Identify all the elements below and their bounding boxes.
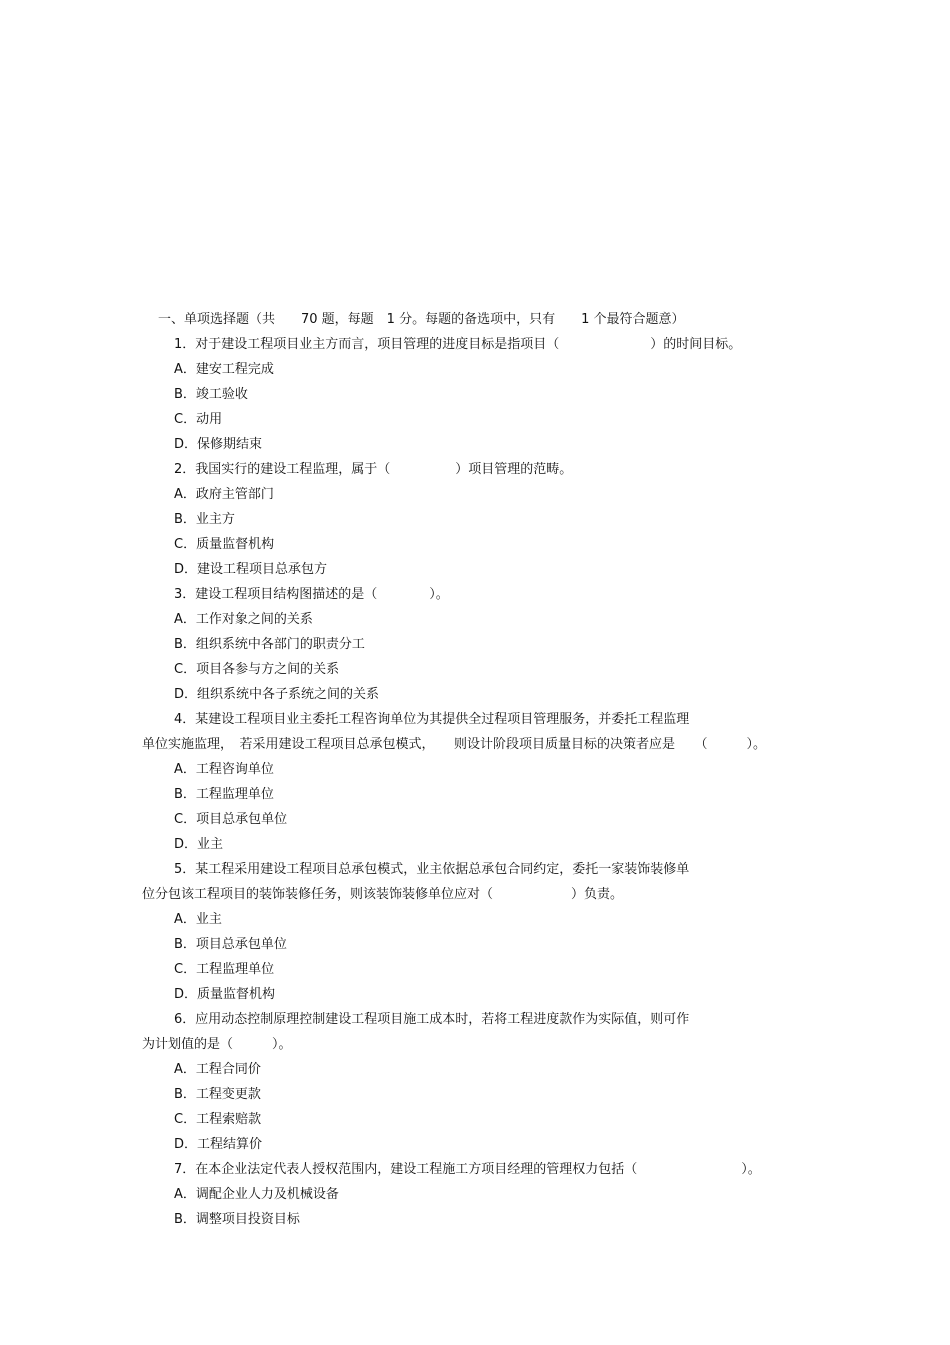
question-6-option-b: B．工程变更款 [174,1087,261,1102]
question-3-stem: 3．建设工程项目结构图描述的是（ ）。 [174,587,449,602]
question-6-option-c: C．工程索赔款 [174,1112,262,1127]
question-4-option-d: D．业主 [174,837,224,852]
question-3-option-c: C．项目各参与方之间的关系 [174,662,340,677]
question-3-option-a: A．工作对象之间的关系 [174,612,313,627]
question-7-option-a: A．调配企业人力及机械设备 [174,1187,339,1202]
question-3-option-d: D．组织系统中各子系统之间的关系 [174,687,380,702]
question-5-option-d: D．质量监督机构 [174,987,276,1002]
question-2-option-c: C．质量监督机构 [174,537,275,552]
question-7-option-b: B．调整项目投资目标 [174,1212,300,1227]
question-6-stem-line-1: 6．应用动态控制原理控制建设工程项目施工成本时，若将工程进度款作为实际值，则可作 [174,1012,690,1027]
question-5-stem-line-1: 5．某工程采用建设工程项目总承包模式，业主依据总承包合同约定，委托一家装饰装修单 [174,862,690,877]
question-2-option-a: A．政府主管部门 [174,487,274,502]
question-4-option-a: A．工程咨询单位 [174,762,274,777]
question-7-stem: 7．在本企业法定代表人授权范围内，建设工程施工方项目经理的管理权力包括（ ）。 [174,1162,761,1177]
question-2-stem: 2．我国实行的建设工程监理，属于（ ）项目管理的范畴。 [174,462,573,477]
question-5-option-a: A．业主 [174,912,222,927]
question-2-option-d: D．建设工程项目总承包方 [174,562,328,577]
question-3-option-b: B．组织系统中各部门的职责分工 [174,637,365,652]
question-1-option-d: D．保修期结束 [174,437,263,452]
section-heading: 一、单项选择题（共 70 题，每题 1 分。每题的备选项中，只有 1 个最符合题意） [158,312,685,327]
question-4-option-c: C．项目总承包单位 [174,812,288,827]
question-6-option-d: D．工程结算价 [174,1137,263,1152]
question-1-stem: 1．对于建设工程项目业主方而言，项目管理的进度目标是指项目（ ）的时间目标。 [174,337,742,352]
question-6-option-a: A．工程合同价 [174,1062,261,1077]
question-5-option-c: C．工程监理单位 [174,962,275,977]
question-4-stem-line-1: 4．某建设工程项目业主委托工程咨询单位为其提供全过程项目管理服务，并委托工程监理 [174,712,690,727]
question-5-stem-line-2: 位分包该工程项目的装饰装修任务，则该装饰装修单位应对（ ）负责。 [142,887,624,902]
question-1-option-a: A．建安工程完成 [174,362,274,377]
question-4-option-b: B．工程监理单位 [174,787,274,802]
question-1-option-c: C．动用 [174,412,223,427]
question-4-stem-line-2: 单位实施监理， 若采用建设工程项目总承包模式， 则设计阶段项目质量目标的决策者应是 （ ）。 [142,737,767,752]
question-1-option-b: B．竣工验收 [174,387,248,402]
question-6-stem-line-2: 为计划值的是（ ）。 [142,1037,292,1052]
question-5-option-b: B．项目总承包单位 [174,937,287,952]
question-2-option-b: B．业主方 [174,512,235,527]
